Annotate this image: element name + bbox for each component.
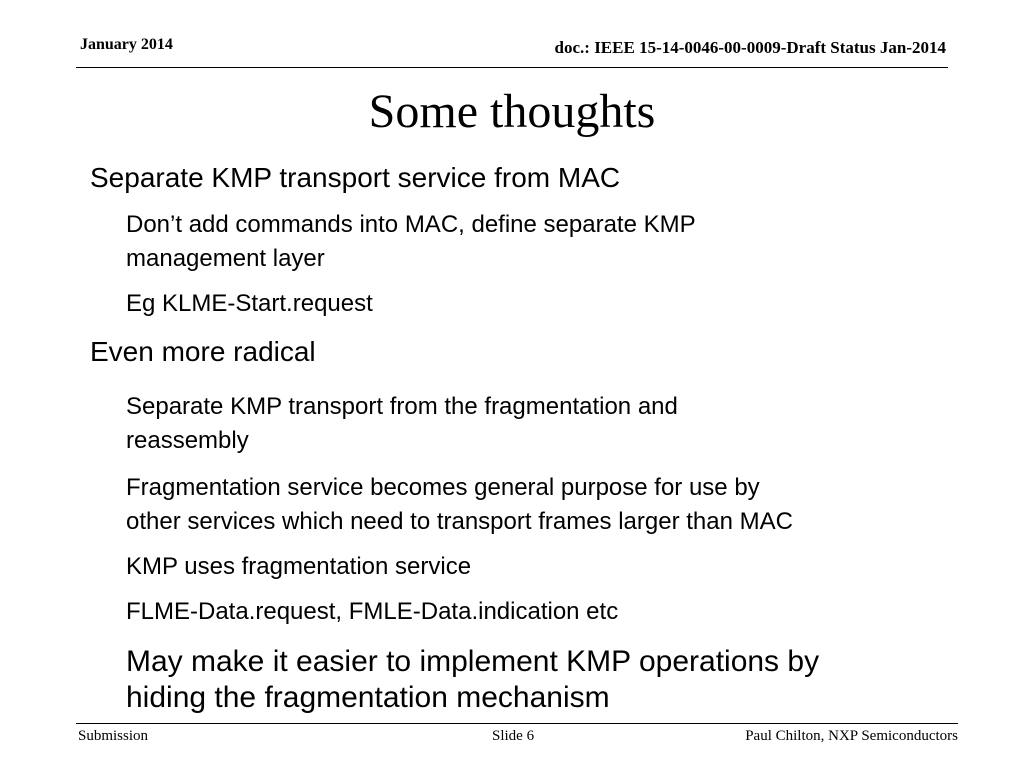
bullet-level2: KMP uses fragmentation service xyxy=(126,553,472,580)
bullet-level2 xyxy=(126,471,793,539)
footer-divider xyxy=(76,723,958,724)
bullet-line: Fragmentation service becomes general purpose for use by xyxy=(126,474,760,501)
bullet-level2 xyxy=(126,390,678,458)
bullet-level2 xyxy=(126,208,696,276)
footer-author: Paul Chilton, NXP Semiconductors xyxy=(745,728,958,744)
bullet-line: hiding the fragmentation mechanism xyxy=(126,681,610,714)
bullet-line: reassembly xyxy=(126,427,249,454)
bullet-line: May make it easier to implement KMP operations by xyxy=(126,645,820,678)
bullet-level1: Even more radical xyxy=(90,336,316,367)
bullet-line: Don’t add commands into MAC, define separate KMP xyxy=(126,211,696,238)
bullet-level2-emphasis xyxy=(126,644,819,716)
bullet-line: other services which need to transport frames larger than MAC xyxy=(126,508,793,535)
bullet-level2: FLME-Data.request, FMLE-Data.indication etc xyxy=(126,598,619,625)
header-doc-id: doc.: IEEE 15-14-0046-00-0009-Draft Status Jan-2014 xyxy=(554,38,946,57)
slide-title: Some thoughts xyxy=(368,85,656,138)
header-date: January 2014 xyxy=(80,36,173,53)
header-divider xyxy=(76,67,948,68)
bullet-line: Separate KMP transport from the fragmentation and xyxy=(126,393,678,420)
bullet-level1: Separate KMP transport service from MAC xyxy=(90,162,621,193)
footer-slide-number: Slide 6 xyxy=(492,728,535,744)
bullet-line: management layer xyxy=(126,245,325,272)
footer-submission: Submission xyxy=(78,728,149,744)
bullet-level2: Eg KLME-Start.request xyxy=(126,290,373,317)
